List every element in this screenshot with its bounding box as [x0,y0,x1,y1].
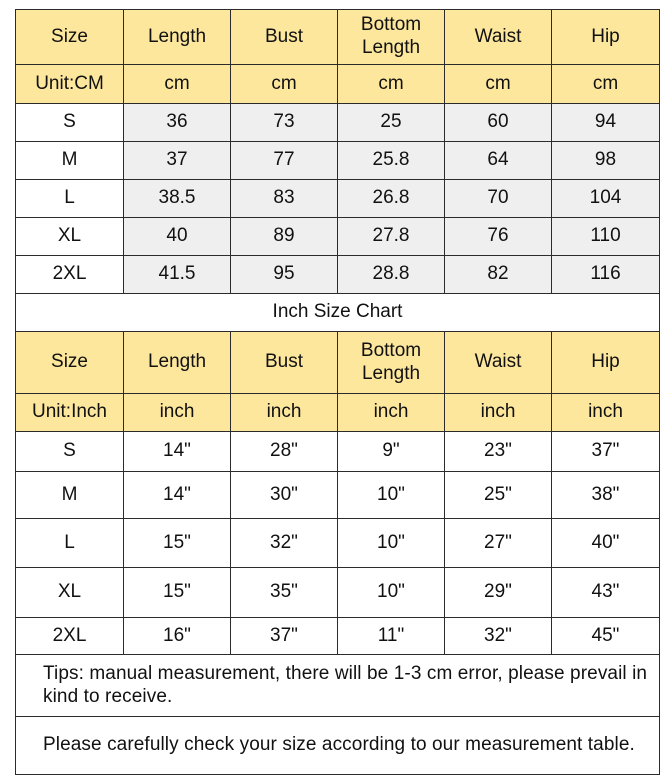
value-cell: 40" [552,519,660,568]
value-cell: 28" [231,432,338,472]
size-cell: 2XL [16,618,124,655]
header-size: Size [16,332,124,394]
value-cell: 38.5 [124,180,231,218]
value-cell: 25.8 [338,142,445,180]
inch-title-row [16,294,660,332]
inch-row-2xl [16,618,660,655]
value-cell: 70 [445,180,552,218]
value-cell: 32" [445,618,552,655]
size-cell: M [16,472,124,519]
value-cell: 32" [231,519,338,568]
value-cell: 27.8 [338,218,445,256]
header-bust: Bust [231,10,338,65]
value-cell: 16" [124,618,231,655]
inch-unit-row [16,394,660,432]
cm-row-s [16,104,660,142]
value-cell: 9" [338,432,445,472]
value-cell: 82 [445,256,552,294]
value-cell: 25 [338,104,445,142]
value-cell: 41.5 [124,256,231,294]
header-hip: Hip [552,10,660,65]
value-cell: 60 [445,104,552,142]
value-cell: 25" [445,472,552,519]
unit-cell: Unit:CM [16,65,124,104]
value-cell: 76 [445,218,552,256]
value-cell: 94 [552,104,660,142]
size-cell: S [16,104,124,142]
value-cell: 15" [124,519,231,568]
unit-cell: inch [231,394,338,432]
value-cell: 77 [231,142,338,180]
unit-cell: cm [231,65,338,104]
size-cell: S [16,432,124,472]
cm-row-xl [16,218,660,256]
value-cell: 37" [231,618,338,655]
unit-cell: inch [124,394,231,432]
cm-unit-row [16,65,660,104]
header-size: Size [16,10,124,65]
header-waist: Waist [445,332,552,394]
header-bottom-length: Bottom Length [338,10,445,65]
value-cell: 38" [552,472,660,519]
value-cell: 10" [338,568,445,618]
size-cell: 2XL [16,256,124,294]
header-length: Length [124,10,231,65]
value-cell: 14" [124,472,231,519]
value-cell: 73 [231,104,338,142]
cm-row-2xl [16,256,660,294]
cm-row-l [16,180,660,218]
unit-cell: cm [124,65,231,104]
inch-row-m [16,472,660,519]
inch-row-l [16,519,660,568]
size-chart-table [15,9,660,775]
inch-row-xl [16,568,660,618]
value-cell: 40 [124,218,231,256]
value-cell: 27" [445,519,552,568]
value-cell: 95 [231,256,338,294]
value-cell: 10" [338,519,445,568]
value-cell: 64 [445,142,552,180]
size-cell: XL [16,218,124,256]
unit-cell: cm [445,65,552,104]
value-cell: 10" [338,472,445,519]
value-cell: 36 [124,104,231,142]
cm-header-row [16,10,660,65]
inch-header-row [16,332,660,394]
size-cell: L [16,180,124,218]
value-cell: 104 [552,180,660,218]
value-cell: 15" [124,568,231,618]
value-cell: 83 [231,180,338,218]
value-cell: 37 [124,142,231,180]
value-cell: 35" [231,568,338,618]
check-size-note: Please carefully check your size according to our measurement table. [16,717,660,775]
value-cell: 11" [338,618,445,655]
size-cell: L [16,519,124,568]
header-hip: Hip [552,332,660,394]
size-cell: XL [16,568,124,618]
value-cell: 23" [445,432,552,472]
value-cell: 30" [231,472,338,519]
header-waist: Waist [445,10,552,65]
check-row [16,717,660,775]
value-cell: 110 [552,218,660,256]
value-cell: 89 [231,218,338,256]
header-length: Length [124,332,231,394]
header-bust: Bust [231,332,338,394]
value-cell: 116 [552,256,660,294]
unit-cell: inch [445,394,552,432]
value-cell: 26.8 [338,180,445,218]
unit-cell: inch [338,394,445,432]
tips-row [16,655,660,717]
inch-row-s [16,432,660,472]
value-cell: 37" [552,432,660,472]
value-cell: 45" [552,618,660,655]
value-cell: 14" [124,432,231,472]
header-bottom-length: Bottom Length [338,332,445,394]
cm-row-m [16,142,660,180]
unit-cell: inch [552,394,660,432]
value-cell: 98 [552,142,660,180]
unit-cell: Unit:Inch [16,394,124,432]
tips-text: Tips: manual measurement, there will be 1-3 cm error, please prevail in kind to receive. [16,655,660,717]
value-cell: 43" [552,568,660,618]
size-cell: M [16,142,124,180]
unit-cell: cm [552,65,660,104]
value-cell: 28.8 [338,256,445,294]
inch-size-chart-title: Inch Size Chart [16,294,660,332]
value-cell: 29" [445,568,552,618]
unit-cell: cm [338,65,445,104]
